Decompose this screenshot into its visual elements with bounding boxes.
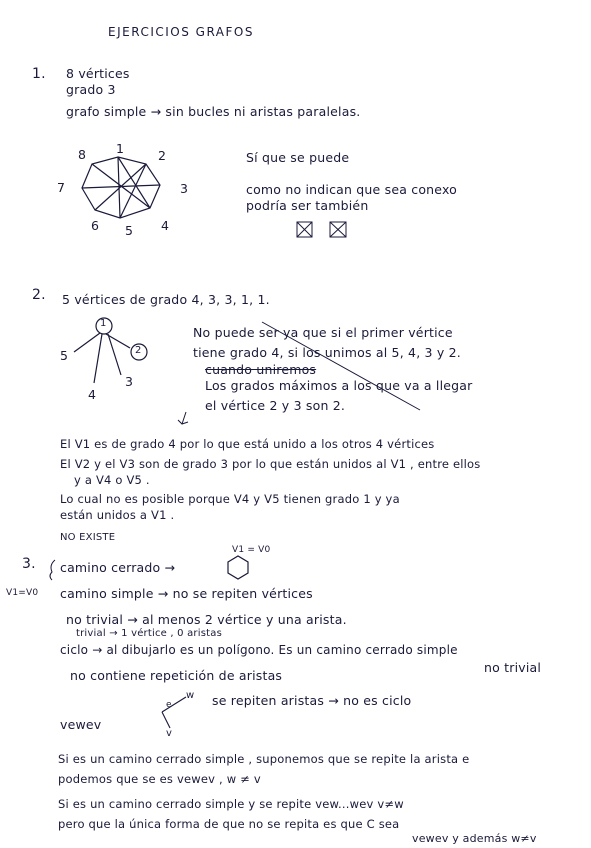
ex3-closed-walk-eq: V1 = V0 (232, 545, 271, 555)
ex3-vewev: vewev (60, 717, 102, 732)
ex2-line-degrees: 5 vértices de grado 4, 3, 3, 1, 1. (62, 292, 270, 307)
ex2-paragraph-5: están unidos a V1 . (60, 508, 175, 522)
ex2-note-2: tiene grado 4, si los unimos al 5, 4, 3 y 2. (193, 345, 461, 360)
ex3-closed-walk: camino cerrado → (60, 560, 176, 575)
ex3-trivial: trivial → 1 vértice , 0 aristas (76, 628, 222, 639)
tree-label-4: 4 (88, 387, 97, 402)
ex3-line-13: vewev y además w≠v (412, 832, 537, 845)
ex2-note-4: el vértice 2 y 3 son 2. (205, 398, 346, 413)
ex1-note-also: podría ser también (246, 198, 369, 213)
crossed-boxes (297, 222, 346, 237)
ex2-note-struck: cuando uniremos (205, 362, 317, 377)
octagon-graph (82, 157, 160, 218)
ex1-note-can: Sí que se puede (246, 150, 350, 165)
ex3-line-11: Si es un camino cerrado simple y se repite vew...wev v≠w (58, 797, 404, 811)
page-title: EJERCICIOS GRAFOS (108, 25, 254, 39)
ex3-no-repeat: no contiene repetición de aristas (70, 668, 283, 683)
ex2-paragraph-4: Lo cual no es posible porque V4 y V5 tienen grado 1 y ya (60, 492, 400, 506)
ex3-line-10: podemos que se es vewev , w ≠ v (58, 772, 261, 786)
exercise-3-number: 3. (22, 556, 36, 572)
vertex-label-3: 3 (180, 181, 189, 196)
edge-label-e: e (166, 700, 172, 710)
vertex-label-8: 8 (78, 147, 87, 162)
vertex-label-4: 4 (161, 218, 170, 233)
tree-label-3: 3 (125, 374, 134, 389)
ex1-line-vertices: 8 vértices (66, 66, 130, 81)
ex1-line-degree: grado 3 (66, 82, 116, 97)
vertex-label-6: 6 (91, 218, 100, 233)
vertex-label-1: 1 (116, 141, 125, 156)
ex3-side-note: V1=V0 (6, 588, 39, 598)
vertex-label-2: 2 (158, 148, 167, 163)
ex3-cycle: ciclo → al dibujarlo es un polígono. Es un camino cerrado simple (60, 643, 458, 657)
vertex-label-7: 7 (57, 180, 66, 195)
ex3-repeat-edges: se repiten aristas → no es ciclo (212, 693, 412, 708)
exercise-2-number: 2. (32, 287, 46, 303)
ex3-simple-walk: camino simple → no se repiten vértices (60, 586, 313, 601)
edge-label-w: w (186, 690, 195, 701)
ex2-note-3: Los grados máximos a los que va a llegar (205, 378, 473, 393)
ex3-line-9: Si es un camino cerrado simple , suponemos que se repite la arista e (58, 752, 470, 766)
ex2-paragraph-3: y a V4 o V5 . (74, 473, 150, 487)
tree-label-5: 5 (60, 348, 69, 363)
ex1-line-simple: grafo simple → sin bucles ni aristas paralelas. (66, 104, 361, 119)
arrow-mark (178, 412, 188, 424)
vertex-label-5: 5 (125, 223, 134, 238)
ex2-note-1: No puede ser ya que si el primer vértice (193, 325, 453, 340)
ex1-note-connected: como no indican que sea conexo (246, 182, 458, 197)
ex2-paragraph-2: El V2 y el V3 son de grado 3 por lo que están unidos al V1 , entre ellos (60, 457, 481, 471)
ex2-paragraph-1: El V1 es de grado 4 por lo que está unido a los otros 4 vértices (60, 437, 435, 451)
exercise-1-number: 1. (32, 66, 46, 82)
ex3-cycle-cont: no trivial (484, 660, 542, 675)
hexagon-icon (228, 556, 248, 579)
ex2-conclusion: NO EXISTE (60, 532, 116, 543)
brace-mark (50, 560, 55, 580)
ex3-non-trivial: no trivial → al menos 2 vértice y una arista. (66, 612, 347, 627)
edge-label-v: v (166, 728, 173, 739)
tree-label-1: 1 (100, 318, 107, 329)
ex3-line-12: pero que la única forma de que no se repita es que C sea (58, 817, 400, 831)
tree-label-2: 2 (135, 345, 142, 356)
